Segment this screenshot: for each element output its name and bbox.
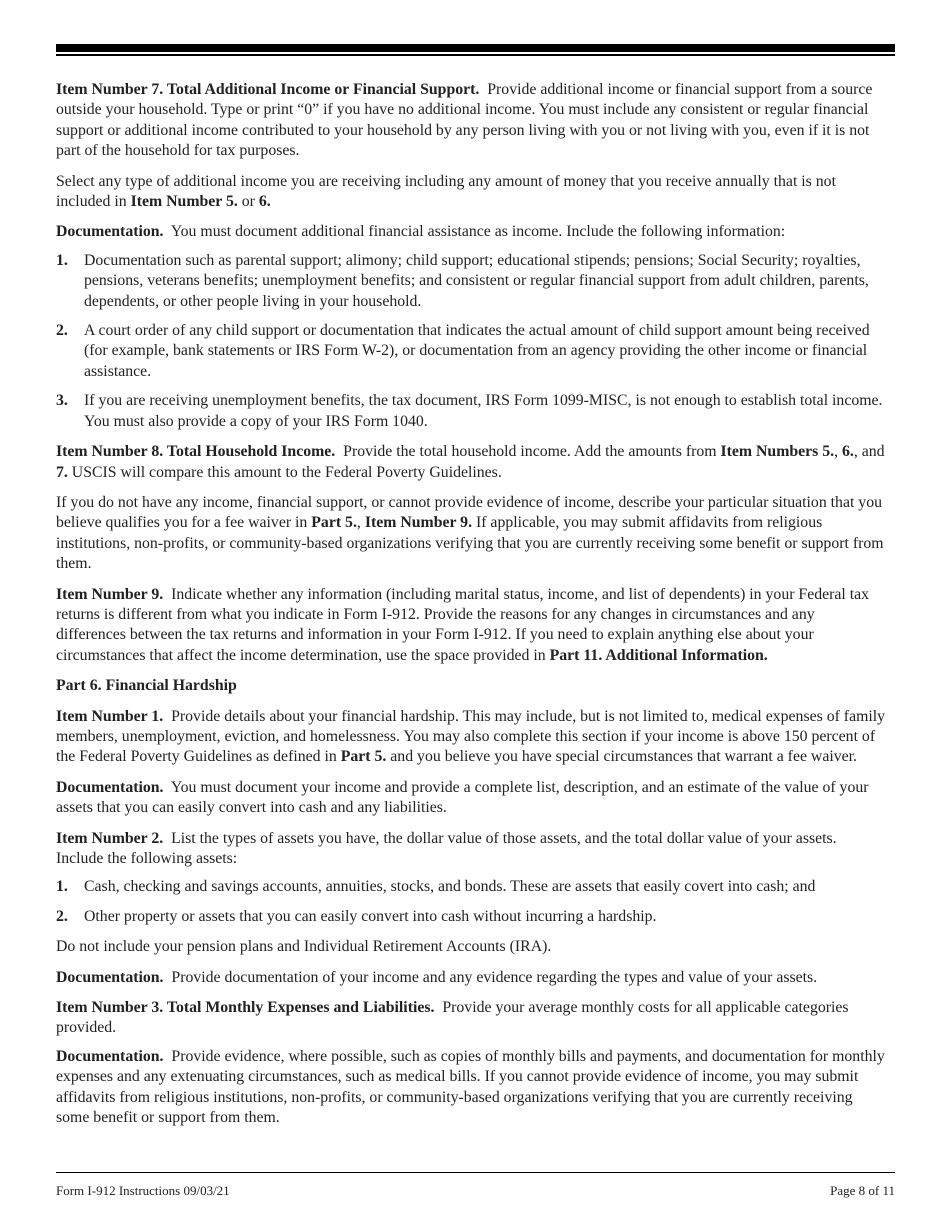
select-ref2: 6. (258, 193, 271, 211)
list-item (56, 877, 886, 897)
documentation-paragraph-1 (56, 222, 886, 242)
p6-item3-text: Provide your average monthly costs for all applicable categories provided. (56, 999, 849, 1037)
doc3-text: Provide documentation of your income and any evidence regarding the types and value of your assets. (171, 968, 818, 986)
p6-item1-text2: and you believe you have special circumstances that warrant a fee waiver. (386, 748, 857, 766)
p6-item1-paragraph (56, 707, 886, 768)
item7-text: Provide additional income or financial support from a source outside your household. Type or print “0” if you have no additional income. You must include any consistent or regular financial support or additional income contributed to your household by any person living with you or not living with you, even if it is not part of the household for tax purposes. (56, 81, 873, 160)
item8-lead: Item Number 8. Total Household Income. (56, 443, 336, 461)
item9-paragraph (56, 585, 886, 667)
doc1-text: You must document additional financial assistance as income. Include the following information: (170, 223, 786, 241)
list-number: 3. (56, 392, 68, 410)
list-item (56, 391, 886, 432)
header-rule (56, 44, 895, 56)
no-income-text2: If applicable, you may submit affidavits from religious institutions, non-profits, or community-based organizations verifying that you are currently receiving some benefit or support from them. (56, 514, 884, 573)
no-pension-paragraph: Do not include your pension plans and Individual Retirement Accounts (IRA). (56, 938, 552, 956)
item8-ref2: 6. (842, 443, 854, 461)
item8-sep1: , (834, 443, 843, 461)
list-number: 1. (56, 878, 68, 896)
item7-paragraph (56, 80, 886, 162)
documentation-paragraph-2 (56, 778, 886, 819)
assets-list (56, 877, 886, 927)
list-text: If you are receiving unemployment benefits, the tax document, IRS Form 1099-MISC, is not enough to establish total income. You must also provide a copy of your IRS Form 1040. (84, 392, 883, 430)
doc4-lead: Documentation. (56, 1047, 164, 1065)
no-income-text: If you do not have any income, financial support, or cannot provide evidence of income, describe your particular situation that you believe qualifies you for a fee waiver in (56, 493, 883, 532)
p6-item3-paragraph (56, 998, 886, 1039)
doc1-lead: Documentation. (56, 223, 164, 241)
doc2-text: You must document your income and provide a complete list, description, and an estimate of the value of your assets that you can easily convert into cash and any liabilities. (56, 778, 869, 817)
list-text: A court order of any child support or documentation that indicates the actual amount of child support amount being received (for example, bank statements or IRS Form W-2), or documentation from an agency providing the other income or financial assistance. (84, 322, 870, 380)
item8-sep2: , and (853, 443, 885, 461)
part6-heading: Part 6. Financial Hardship (56, 677, 237, 695)
select-ref1: Item Number 5. (130, 193, 238, 211)
form-identifier: Form I-912 Instructions 09/03/21 (56, 1183, 230, 1198)
list-number: 1. (56, 251, 68, 269)
list-number: 2. (56, 322, 68, 340)
select-income-paragraph (56, 172, 886, 213)
documentation-list (56, 251, 886, 432)
item9-text: Indicate whether any information (including marital status, income, and list of dependents) in your Federal tax returns is different from what you indicate in Form I-912. Provide the reasons for any changes in circumstances and any differences between the tax returns and information in your Form I-912. If you need to explain anything else about your circumstances that affect the income determination, use the space provided in (56, 585, 870, 664)
no-income-ref1: Part 5. (311, 514, 357, 532)
documentation-paragraph-4 (56, 1047, 886, 1129)
p6-item2-text: List the types of assets you have, the dollar value of those assets, and the total dollar value of your assets. Include the following assets: (56, 829, 837, 867)
page-body (56, 80, 886, 1138)
list-number: 2. (56, 907, 68, 925)
item8-text2: USCIS will compare this amount to the Federal Poverty Guidelines. (67, 463, 502, 481)
p6-item1-ref: Part 5. (340, 748, 387, 766)
footer-rule (56, 1172, 895, 1173)
page-number: Page 8 of 11 (830, 1183, 895, 1198)
p6-item2-paragraph (56, 829, 886, 870)
item9-ref: Part 11. Additional Information. (549, 646, 768, 664)
list-item (56, 251, 886, 312)
no-income-ref2: Item Number 9. (364, 514, 473, 532)
doc2-lead: Documentation. (56, 778, 164, 796)
select-text: Select any type of additional income you are receiving including any amount of money that you receive annually that is not included in (56, 172, 836, 211)
p6-item2-lead: Item Number 2. (56, 829, 164, 847)
p6-item1-lead: Item Number 1. (56, 707, 164, 725)
list-item (56, 321, 886, 382)
list-text: Cash, checking and savings accounts, annuities, stocks, and bonds. These are assets that easily covert into cash; and (84, 878, 816, 896)
page-footer (56, 1183, 895, 1199)
p6-item3-lead: Item Number 3. Total Monthly Expenses and Liabilities. (56, 999, 435, 1017)
list-item (56, 907, 886, 927)
select-mid: or (237, 193, 259, 211)
doc3-lead: Documentation. (56, 968, 164, 986)
item8-ref1: Item Numbers 5. (720, 443, 835, 461)
list-text: Documentation such as parental support; alimony; child support; educational stipends; pensions; Social Security; royalties, pensions, veterans benefits; unemployment benefits; and consistent or regular financial support from adult children, parents, dependents, or other people living in your household. (84, 251, 869, 310)
no-income-sep: , (356, 514, 365, 532)
item8-ref3: 7. (56, 463, 68, 481)
item9-lead: Item Number 9. (56, 585, 164, 603)
no-income-paragraph (56, 493, 886, 575)
documentation-paragraph-3 (56, 968, 886, 988)
p6-item1-text: Provide details about your financial hardship. This may include, but is not limited to, medical expenses of family members, unemployment, eviction, and homelessness. You may also complete this section if your income is above 150 percent of the Federal Poverty Guidelines as defined in (56, 707, 886, 766)
item8-text: Provide the total household income. Add the amounts from (343, 443, 721, 461)
doc4-text: Provide evidence, where possible, such as copies of monthly bills and payments, and documentation for monthly expenses and any extenuating circumstances, such as medical bills. If you cannot provide evidence of income, you may submit affidavits from religious institutions, non-profits, or community-based organizations verifying that you are currently receiving some benefit or support from them. (56, 1047, 885, 1127)
item7-lead: Item Number 7. Total Additional Income or Financial Support. (56, 81, 480, 98)
item8-paragraph (56, 442, 886, 483)
list-text: Other property or assets that you can easily convert into cash without incurring a hardship. (84, 907, 657, 925)
